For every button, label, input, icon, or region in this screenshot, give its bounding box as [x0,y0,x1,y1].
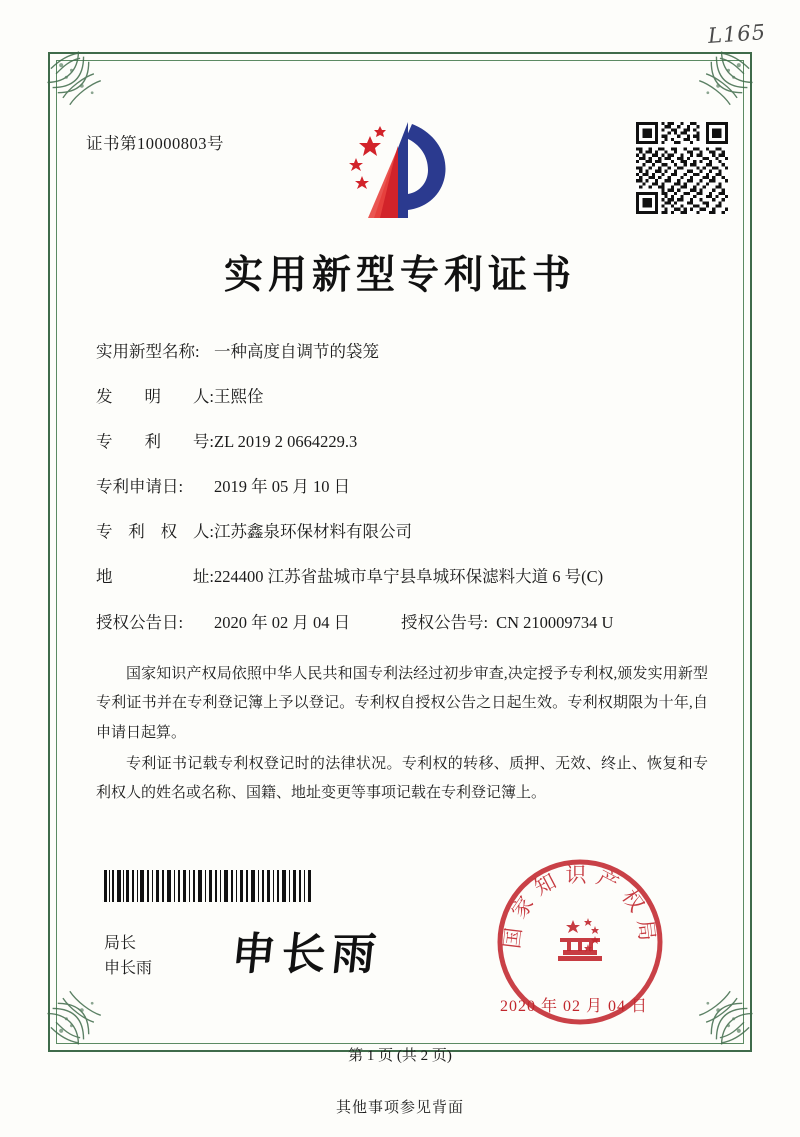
footer-note: 其他事项参见背面 [335,1100,464,1116]
field-address [96,565,708,588]
paragraph-2: 专利证书记载专利权登记时的法律状况。专利权的转移、质押、无效、终止、恢复和专利权人的姓名或名称、国籍、地址变更等事项记载在专利登记簿上。 [96,755,708,801]
field-label-application-date: 专利申请日: [96,477,184,497]
label-char: 专 [96,522,113,542]
field-label-patent-number [96,430,214,453]
field-label-grant-date: 授权公告日: [96,612,184,632]
field-label-inventor [96,385,214,408]
barcode [104,870,314,902]
field-value-patent-number: ZL 2019 2 0664229.3 [214,432,358,452]
field-grant-row [96,611,708,634]
label-char: 发 [96,387,113,407]
field-patent-number [96,430,708,453]
page-number: 第 1 页 (共 2 页) [348,1048,452,1064]
page-title: 实用新型专利证书 [223,252,576,298]
field-value-grant-date: 2020 年 02 月 04 日 [214,612,351,632]
cnipa-logo [340,118,460,222]
field-patentee [96,520,708,543]
field-utility-model-name [96,340,708,363]
label-char: 利 [144,432,161,452]
label-char: 号: [192,432,214,452]
field-label-utility-model-name: 实用新型名称: [96,342,200,361]
seal-date: 2020 年 02 月 04 日 [500,998,649,1015]
label-char: 地 [96,567,113,587]
label-char: 权 [160,522,178,542]
handwritten-signature: 申长雨 [228,929,385,980]
field-label-grant-number: 授权公告号: [401,612,489,632]
field-value-address: 224400 江苏省盐城市阜宁县阜城环保滤料大道 6 号(C) [214,567,604,587]
legal-text [96,660,708,810]
field-label-address [96,565,214,588]
field-inventor [96,385,708,408]
svg-text:国家知识产权局: 国家知识产权局 [499,863,661,950]
label-char: 专 [96,432,113,452]
paragraph-1: 国家知识产权局依照中华人民共和国专利法经过初步审查,决定授予专利权,颁发实用新型专利证书并在专利登记簿上予以登记。专利权自授权公告之日起生效。专利权期限为十年,自申请日起算。 [96,666,708,741]
director-title: 局长 [104,935,137,952]
field-value-patentee: 江苏鑫泉环保材料有限公司 [214,522,412,542]
signature-block [104,932,152,982]
label-char: 人: [192,387,214,407]
corner-annotation: L165 [707,20,767,48]
field-value-utility-model-name: 一种高度自调节的袋笼 [214,342,379,361]
certificate-number: 证书第10000803号 [86,134,224,153]
label-char: 利 [128,522,145,542]
qr-code [636,122,728,214]
label-char: 明 [144,387,161,407]
field-value-application-date: 2019 年 05 月 10 日 [214,477,351,497]
field-label-patentee [96,520,214,543]
field-list [96,340,708,656]
label-char: 址: [192,567,214,587]
field-application-date [96,475,708,498]
field-value-inventor: 王熙佺 [214,387,264,407]
corner-ornament-bottom-right [670,962,756,1048]
label-char: 人: [192,522,214,542]
corner-ornament-top-left [44,48,130,134]
field-value-grant-number: CN 210009734 U [496,612,614,632]
director-name: 申长雨 [104,959,153,977]
